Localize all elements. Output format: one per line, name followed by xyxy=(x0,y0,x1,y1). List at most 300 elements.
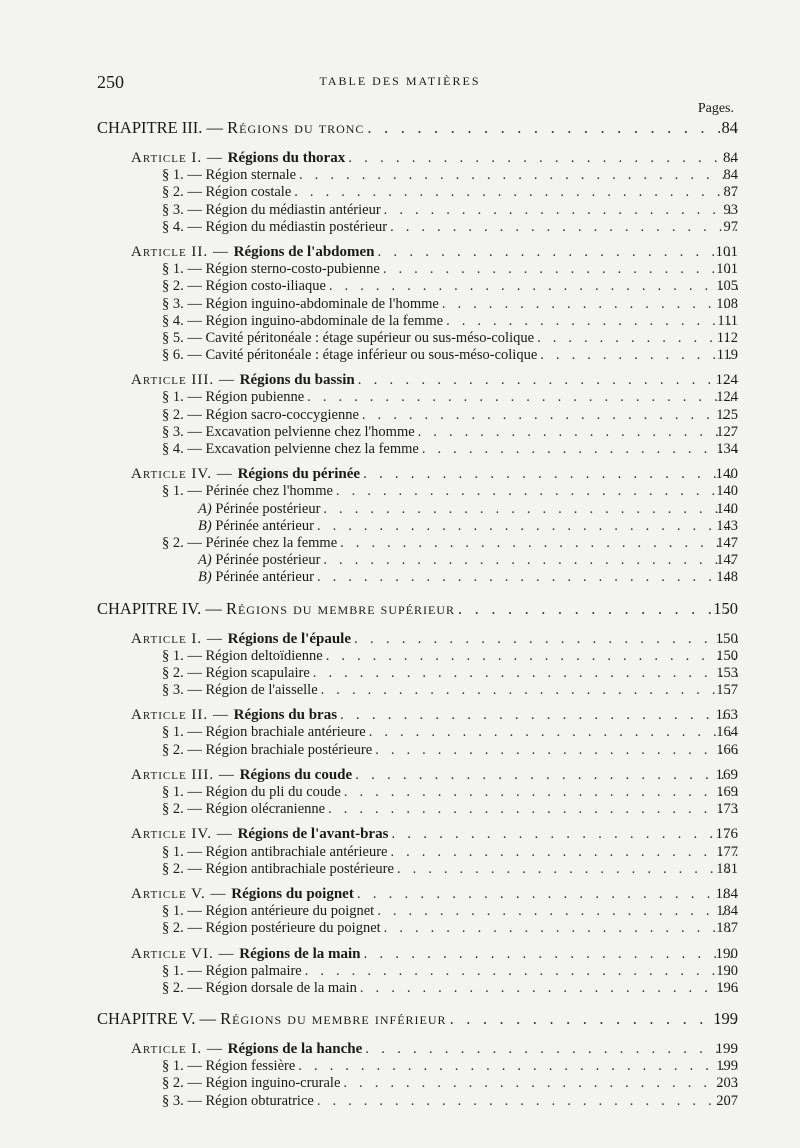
toc-entry-text xyxy=(162,801,328,818)
dot-leader xyxy=(344,784,738,801)
toc-page-number: 84 xyxy=(723,150,738,166)
toc-page-number: 164 xyxy=(716,724,738,741)
toc-entry-title: Régions de l'avant-bras xyxy=(237,826,389,843)
toc-spacer xyxy=(0,619,800,631)
toc-entry-title: Périnée antérieur xyxy=(215,517,314,534)
toc-section-entry xyxy=(0,682,800,699)
toc-page-number: 84 xyxy=(723,167,738,184)
dot-leader xyxy=(348,150,738,167)
toc-entry-prefix: § 3. — xyxy=(162,682,206,699)
toc-entry-title: Région sterno-costo-pubienne xyxy=(205,261,380,278)
dot-leader xyxy=(313,665,738,682)
toc-entry-prefix: Article I. — xyxy=(131,630,228,647)
toc-entry-title: Régions du thorax xyxy=(227,150,346,166)
toc-section-entry xyxy=(0,920,800,937)
toc-page-number: 124 xyxy=(715,372,738,389)
toc-entry-prefix: Article III. — xyxy=(131,766,240,783)
toc-entry-prefix: CHAPITRE V. — xyxy=(97,1009,221,1029)
toc-section-entry xyxy=(0,261,800,278)
dot-leader xyxy=(363,466,738,483)
toc-entry-title: Région inguino-crurale xyxy=(205,1075,341,1092)
dot-leader xyxy=(321,682,738,699)
toc-entry-title: Région sacro-coccygienne xyxy=(205,406,359,423)
dot-leader xyxy=(375,742,738,759)
toc-page-number: 190 xyxy=(716,962,738,979)
toc-entry-text xyxy=(198,569,317,586)
toc-article-entry xyxy=(0,707,800,724)
toc-page-number: 101 xyxy=(715,243,738,260)
toc-page-number: 169 xyxy=(715,766,738,783)
toc-entry-prefix: § 1. — xyxy=(162,261,206,278)
toc-entry-prefix: Article III. — xyxy=(131,372,240,389)
dot-leader xyxy=(358,372,738,389)
toc-entry-title: Régions du membre inférieur xyxy=(220,1009,447,1029)
dot-leader xyxy=(329,278,738,295)
toc-entry-prefix: § 1. — xyxy=(162,647,206,664)
toc-page-number: 181 xyxy=(716,860,738,877)
toc-page-number: 199 xyxy=(715,1041,738,1058)
toc-entry-prefix: § 2. — xyxy=(162,278,206,295)
dot-leader xyxy=(307,389,738,406)
dot-leader xyxy=(326,648,738,665)
toc-entry-title: Régions du bras xyxy=(233,707,338,724)
toc-entry-text xyxy=(162,296,442,313)
toc-entry-title: Cavité péritonéale : étage supérieur ou sus-méso-colique xyxy=(205,329,535,346)
toc-entry-title: Région du médiastin antérieur xyxy=(205,201,381,218)
toc-entry-prefix: § 3. — xyxy=(162,201,206,218)
toc-section-entry xyxy=(0,330,800,347)
toc-entry-text xyxy=(162,167,299,184)
toc-entry-prefix: A) xyxy=(198,552,216,569)
toc-entry-title: Régions du périnée xyxy=(237,466,361,483)
toc-entry-title: Périnée antérieur xyxy=(215,569,314,586)
toc-spacer xyxy=(0,997,800,1009)
toc-entry-title: Régions du tronc xyxy=(227,118,365,137)
toc-page-number: 127 xyxy=(716,423,738,440)
toc-entry-text xyxy=(131,466,363,483)
toc-entry-text xyxy=(131,946,364,963)
toc-entry-title: Cavité péritonéale : étage inférieur ou sous-méso-colique xyxy=(205,347,538,364)
toc-section-entry xyxy=(0,407,800,424)
toc-entry-text xyxy=(162,219,390,236)
toc-entry-text xyxy=(131,372,358,389)
dot-leader xyxy=(390,844,738,861)
toc-entry-text xyxy=(131,886,357,903)
dot-leader xyxy=(343,1075,738,1092)
toc-entry-text xyxy=(162,920,384,937)
toc-section-entry xyxy=(0,724,800,741)
toc-spacer xyxy=(0,364,800,372)
toc-entry-prefix: Article II. — xyxy=(131,243,234,260)
toc-entry-prefix: § 2. — xyxy=(162,801,206,818)
dot-leader xyxy=(360,980,738,997)
toc-entry-text xyxy=(198,518,317,535)
toc-spacer xyxy=(0,759,800,767)
toc-entry-text xyxy=(162,724,369,741)
dot-leader xyxy=(299,167,738,184)
toc-entry-prefix: § 3. — xyxy=(162,1092,206,1109)
toc-section-entry xyxy=(0,648,800,665)
toc-entry-prefix: § 2. — xyxy=(162,664,206,681)
toc-section-entry xyxy=(0,665,800,682)
toc-entry-title: Régions de l'abdomen xyxy=(233,243,375,260)
toc-entry-text xyxy=(97,1009,450,1029)
toc-page-number: 150 xyxy=(715,630,738,647)
toc-spacer xyxy=(0,878,800,886)
toc-entry-text xyxy=(162,742,375,759)
toc-section-entry xyxy=(0,202,800,219)
toc-page-number: 111 xyxy=(717,312,738,329)
toc-entry-text xyxy=(97,118,367,138)
toc-entry-title: Région brachiale antérieure xyxy=(205,724,366,741)
toc-article-entry xyxy=(0,466,800,483)
toc-entry-text xyxy=(162,1075,343,1092)
toc-entry-title: Région de l'aisselle xyxy=(205,682,318,699)
toc-article-entry xyxy=(0,946,800,963)
toc-entry-text xyxy=(162,441,422,458)
toc-page-number: 199 xyxy=(713,1009,738,1029)
toc-entry-title: Régions du coude xyxy=(239,766,353,783)
toc-section-entry xyxy=(0,742,800,759)
dot-leader xyxy=(364,946,739,963)
toc-entry-title: Région brachiale postérieure xyxy=(205,741,373,758)
dot-leader xyxy=(294,184,738,201)
toc-section-entry xyxy=(0,980,800,997)
dot-leader xyxy=(384,920,738,937)
toc-entry-text xyxy=(162,184,294,201)
toc-page-number: 134 xyxy=(716,441,738,457)
toc-entry-text xyxy=(162,278,329,295)
toc-entry-title: Périnée chez la femme xyxy=(205,534,338,551)
toc-page-number: 140 xyxy=(716,483,738,500)
toc-section-entry xyxy=(0,184,800,201)
toc-entry-title: Régions du bassin xyxy=(239,372,355,389)
toc-entry-title: Excavation pelvienne chez la femme xyxy=(205,441,419,457)
toc-page-number: 87 xyxy=(723,184,738,201)
toc-spacer xyxy=(0,587,800,599)
toc-page-number: 112 xyxy=(716,329,738,346)
toc-entry-title: Région fessière xyxy=(205,1058,296,1075)
toc-entry-prefix: § 3. — xyxy=(162,423,206,440)
dot-leader xyxy=(383,261,738,278)
toc-spacer xyxy=(0,1029,800,1041)
dot-leader xyxy=(391,826,738,843)
toc-section-entry xyxy=(0,296,800,313)
toc-entry-text xyxy=(162,535,340,552)
dot-leader xyxy=(323,552,738,569)
toc-entry-title: Région costale xyxy=(205,184,292,201)
toc-entry-text xyxy=(162,424,418,441)
toc-entry-text xyxy=(198,501,323,518)
toc-entry-prefix: § 2. — xyxy=(162,920,206,937)
toc-chapter-entry xyxy=(0,1009,800,1029)
toc-entry-prefix: Article I. — xyxy=(131,150,228,166)
dot-leader xyxy=(328,801,738,818)
toc-page-number: 199 xyxy=(716,1058,738,1075)
toc-entry-prefix: § 4. — xyxy=(162,312,206,329)
toc-entry-text xyxy=(131,244,378,261)
toc-entry-title: Région inguino-abdominale de la femme xyxy=(205,312,444,329)
toc-section-entry xyxy=(0,219,800,236)
toc-entry-prefix: § 2. — xyxy=(162,979,206,996)
toc-entry-text xyxy=(131,631,354,648)
toc-subsection-entry xyxy=(0,518,800,535)
toc-spacer xyxy=(0,138,800,150)
toc-section-entry xyxy=(0,424,800,441)
dot-leader xyxy=(340,535,738,552)
toc-entry-text xyxy=(162,648,326,665)
running-title: TABLE DES MATIÈRES xyxy=(319,74,481,88)
toc-entry-text xyxy=(131,826,391,843)
dot-leader xyxy=(305,963,738,980)
toc-entry-title: Région olécranienne xyxy=(205,801,326,818)
toc-entry-title: Région costo-iliaque xyxy=(205,278,326,295)
toc-entry-prefix: § 6. — xyxy=(162,347,206,364)
toc-entry-title: Région du médiastin postérieur xyxy=(205,218,388,235)
dot-leader xyxy=(369,724,738,741)
toc-entry-prefix: § 2. — xyxy=(162,406,206,423)
toc-entry-text xyxy=(162,665,313,682)
toc-article-entry xyxy=(0,886,800,903)
toc-entry-title: Périnée postérieur xyxy=(215,500,321,517)
toc-page-number: 157 xyxy=(716,682,738,699)
toc-article-entry xyxy=(0,631,800,648)
toc-page-number: 147 xyxy=(716,552,738,569)
dot-leader xyxy=(298,1058,738,1075)
toc-entry-text xyxy=(162,784,344,801)
toc-entry-title: Région inguino-abdominale de l'homme xyxy=(205,295,439,312)
toc-spacer xyxy=(0,699,800,707)
toc-page-number: 176 xyxy=(715,826,738,843)
dot-leader xyxy=(442,296,738,313)
toc-entry-prefix: § 4. — xyxy=(162,441,206,457)
toc-article-entry xyxy=(0,244,800,261)
toc-entry-prefix: B) xyxy=(198,569,216,586)
toc-page-number: 190 xyxy=(715,945,738,962)
toc-entry-title: Région antibrachiale antérieure xyxy=(205,843,388,860)
toc-entry-prefix: § 5. — xyxy=(162,329,206,346)
toc-page-number: 147 xyxy=(716,534,738,551)
toc-page-number: 153 xyxy=(716,664,738,681)
toc-entry-title: Région sternale xyxy=(205,167,297,184)
dot-leader xyxy=(362,407,738,424)
toc-entry-title: Région palmaire xyxy=(205,962,302,979)
toc-entry-title: Régions de l'épaule xyxy=(227,630,352,647)
toc-article-entry xyxy=(0,372,800,389)
dot-leader xyxy=(397,861,738,878)
toc-section-entry xyxy=(0,389,800,406)
toc-entry-prefix: § 1. — xyxy=(162,962,206,979)
toc-entry-text xyxy=(198,552,323,569)
toc-entry-title: Périnée chez l'homme xyxy=(205,483,333,500)
toc-page-number: 184 xyxy=(715,885,738,902)
table-of-contents xyxy=(0,118,800,1110)
toc-entry-text xyxy=(162,861,397,878)
toc-section-entry xyxy=(0,167,800,184)
toc-entry-prefix: Article IV. — xyxy=(131,466,238,483)
toc-page-number: 93 xyxy=(723,201,738,218)
toc-entry-title: Région scapulaire xyxy=(205,664,310,681)
toc-entry-prefix: § 1. — xyxy=(162,784,206,800)
dot-leader xyxy=(446,313,738,330)
toc-entry-text xyxy=(97,599,458,619)
toc-entry-prefix: § 3. — xyxy=(162,295,206,312)
toc-entry-text xyxy=(162,844,390,861)
pages-column-label: Pages. xyxy=(697,101,734,116)
dot-leader xyxy=(390,219,738,236)
toc-section-entry xyxy=(0,278,800,295)
dot-leader xyxy=(384,202,738,219)
toc-entry-text xyxy=(131,1041,365,1058)
dot-leader xyxy=(317,1093,738,1110)
toc-subsection-entry xyxy=(0,552,800,569)
toc-article-entry xyxy=(0,767,800,784)
toc-page-number: 101 xyxy=(716,261,738,278)
toc-section-entry xyxy=(0,1093,800,1110)
dot-leader xyxy=(450,1009,738,1029)
toc-section-entry xyxy=(0,784,800,801)
toc-entry-prefix: CHAPITRE IV. — xyxy=(97,598,226,618)
toc-entry-text xyxy=(162,347,540,364)
toc-entry-prefix: Article V. — xyxy=(131,885,232,902)
dot-leader xyxy=(365,1041,738,1058)
toc-section-entry xyxy=(0,861,800,878)
toc-page-number: 119 xyxy=(716,347,738,364)
toc-entry-prefix: § 1. — xyxy=(162,843,206,860)
toc-entry-prefix: § 4. — xyxy=(162,218,206,235)
toc-entry-text xyxy=(162,407,362,424)
toc-entry-title: Région antibrachiale postérieure xyxy=(205,860,394,877)
toc-entry-title: Région antérieure du poignet xyxy=(205,903,375,920)
toc-page-number: 105 xyxy=(716,278,738,295)
toc-section-entry xyxy=(0,844,800,861)
toc-page-number: 196 xyxy=(716,979,738,996)
toc-page-number: 97 xyxy=(723,218,738,235)
toc-entry-text xyxy=(131,707,340,724)
dot-leader xyxy=(458,599,738,619)
toc-entry-prefix: § 2. — xyxy=(162,534,206,551)
toc-page-number: 140 xyxy=(716,500,738,517)
toc-entry-prefix: § 1. — xyxy=(162,1058,206,1075)
toc-page-number: 166 xyxy=(716,741,738,758)
toc-page-number: 177 xyxy=(716,843,738,860)
toc-entry-prefix: Article I. — xyxy=(131,1041,228,1058)
toc-spacer xyxy=(0,938,800,946)
toc-entry-prefix: CHAPITRE III. — xyxy=(97,118,228,137)
toc-entry-prefix: § 1. — xyxy=(162,483,206,500)
toc-page-number: 140 xyxy=(715,466,738,483)
dot-leader xyxy=(317,569,738,586)
dot-leader xyxy=(336,483,738,500)
toc-section-entry xyxy=(0,347,800,364)
toc-entry-text xyxy=(162,313,446,330)
toc-section-entry xyxy=(0,801,800,818)
toc-entry-title: Excavation pelvienne chez l'homme xyxy=(205,423,415,440)
toc-entry-text xyxy=(162,980,360,997)
toc-entry-text xyxy=(162,389,307,406)
toc-entry-title: Régions de la main xyxy=(239,945,361,962)
dot-leader xyxy=(323,501,738,518)
toc-page-number: 150 xyxy=(713,598,738,618)
toc-entry-text xyxy=(162,330,537,347)
toc-article-entry xyxy=(0,1041,800,1058)
toc-page-number: 125 xyxy=(716,406,738,423)
toc-section-entry xyxy=(0,1058,800,1075)
toc-entry-text xyxy=(162,261,383,278)
toc-entry-prefix: Article IV. — xyxy=(131,826,238,843)
toc-entry-title: Région obturatrice xyxy=(205,1092,314,1109)
toc-entry-prefix: § 1. — xyxy=(162,903,206,920)
toc-spacer xyxy=(0,236,800,244)
toc-spacer xyxy=(0,458,800,466)
toc-entry-title: Région postérieure du poignet xyxy=(205,920,381,937)
toc-page-number: 150 xyxy=(716,647,738,664)
toc-entry-title: Région du pli du coude xyxy=(205,784,341,800)
toc-entry-text xyxy=(131,150,348,167)
toc-chapter-entry xyxy=(0,118,800,138)
toc-page-number: 184 xyxy=(716,903,738,920)
dot-leader xyxy=(418,424,738,441)
toc-entry-title: Régions du poignet xyxy=(231,885,354,902)
dot-leader xyxy=(317,518,738,535)
toc-entry-prefix: § 2. — xyxy=(162,184,206,201)
toc-entry-prefix: Article VI. — xyxy=(131,945,240,962)
toc-entry-prefix: Article II. — xyxy=(131,707,234,724)
toc-entry-text xyxy=(131,767,355,784)
toc-page-number: 169 xyxy=(716,784,738,800)
dot-leader xyxy=(422,441,738,458)
toc-spacer xyxy=(0,818,800,826)
toc-entry-text xyxy=(162,1058,298,1075)
page-number: 250 xyxy=(97,72,124,92)
toc-page-number: 187 xyxy=(716,920,738,937)
dot-leader xyxy=(357,886,738,903)
toc-page-number: 108 xyxy=(716,295,738,312)
toc-entry-title: Région deltoïdienne xyxy=(205,647,323,664)
toc-entry-prefix: B) xyxy=(198,517,216,534)
toc-page-number: 163 xyxy=(715,707,738,724)
toc-chapter-entry xyxy=(0,599,800,619)
toc-section-entry xyxy=(0,535,800,552)
toc-page-number: 173 xyxy=(716,801,738,818)
toc-entry-title: Région pubienne xyxy=(205,389,305,406)
toc-entry-prefix: A) xyxy=(198,500,216,517)
toc-subsection-entry xyxy=(0,501,800,518)
toc-entry-prefix: § 2. — xyxy=(162,1075,206,1092)
toc-page-number: 207 xyxy=(716,1092,738,1109)
toc-entry-text xyxy=(162,483,336,500)
toc-entry-text xyxy=(162,1093,317,1110)
toc-entry-prefix: § 2. — xyxy=(162,741,206,758)
toc-section-entry xyxy=(0,483,800,500)
toc-article-entry xyxy=(0,826,800,843)
toc-entry-text xyxy=(162,903,377,920)
toc-page-number: 143 xyxy=(716,517,738,534)
toc-page-number: 148 xyxy=(716,569,738,586)
dot-leader xyxy=(378,244,738,261)
toc-section-entry xyxy=(0,441,800,458)
toc-entry-prefix: § 1. — xyxy=(162,724,206,741)
dot-leader xyxy=(377,903,738,920)
toc-entry-title: Régions de la hanche xyxy=(227,1041,363,1058)
toc-entry-prefix: § 1. — xyxy=(162,167,206,184)
toc-entry-text xyxy=(162,682,321,699)
toc-subsection-entry xyxy=(0,569,800,586)
dot-leader xyxy=(355,767,738,784)
toc-page-number: 124 xyxy=(716,389,738,406)
toc-entry-text xyxy=(162,202,384,219)
toc-entry-prefix: § 1. — xyxy=(162,389,206,406)
